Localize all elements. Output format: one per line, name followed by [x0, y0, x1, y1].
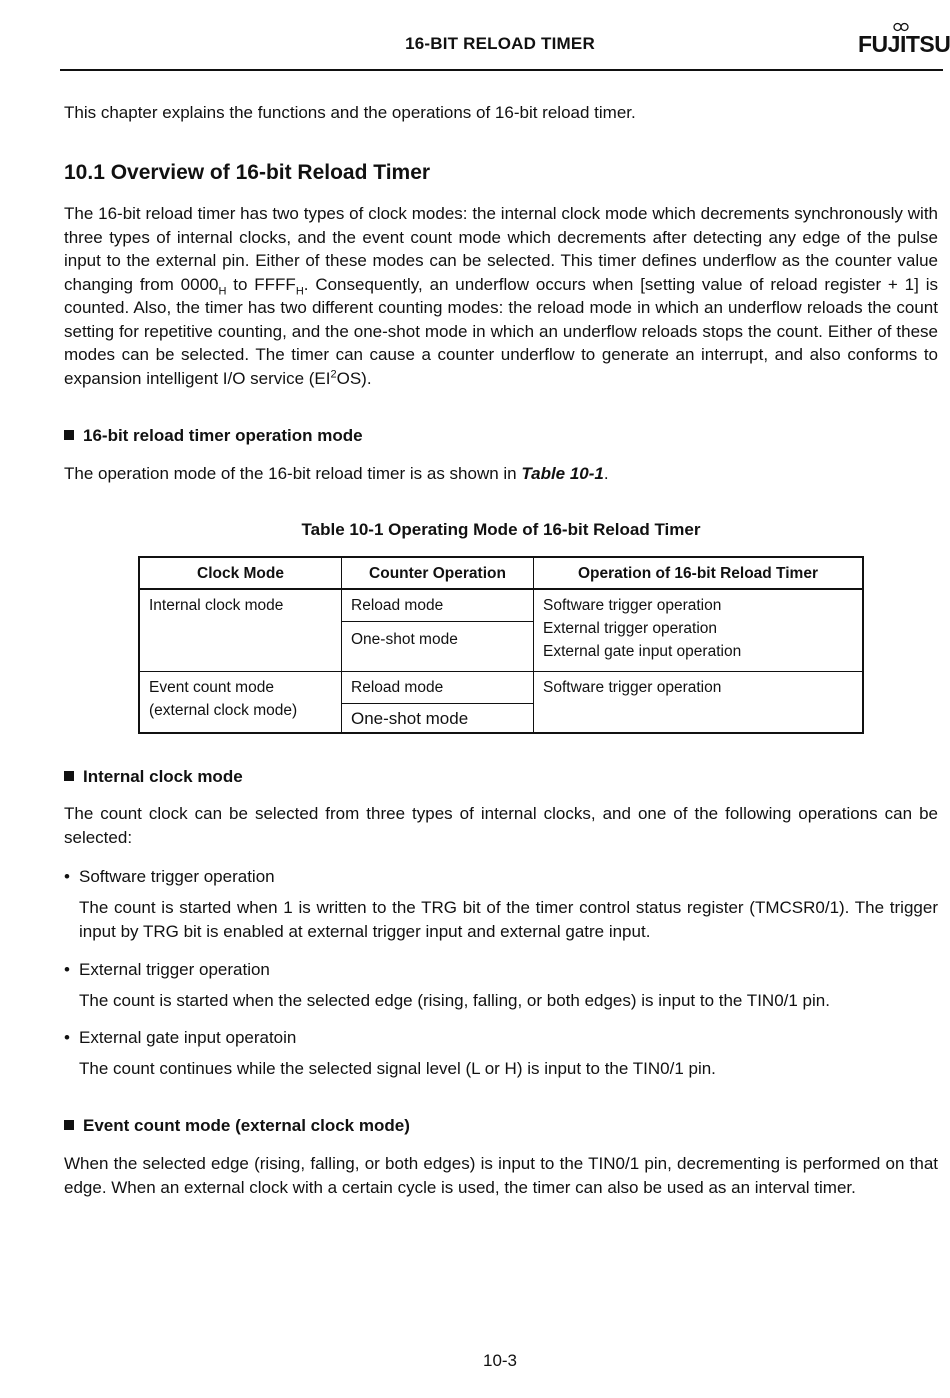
table-cell: Internal clock mode [139, 589, 342, 672]
table-cell: Software trigger operation [534, 672, 864, 734]
internal-clock-heading: Internal clock mode [64, 765, 243, 789]
bullet-title: • Software trigger operation [64, 867, 275, 886]
table-cell: One-shot mode [342, 704, 534, 734]
fujitsu-logo [858, 22, 950, 58]
bullet-title: • External gate input operatoin [64, 1028, 297, 1047]
internal-clock-paragraph: The count clock can be selected from three types of internal clocks, and one of the following operations can be selected: [64, 804, 938, 847]
bullet-description: The count continues while the selected signal level (L or H) is input to the TIN0/1 pin. [79, 1059, 716, 1078]
overview-paragraph: The 16-bit reload timer has two types of clock modes: the internal clock mode which decrements synchronously with three types of internal clocks, and the event count mode which decrements after detecting any edge of the pulse input to the external pin. Either of these modes can be selected. This timer defines underflow as the counter value changing from $0000_H$ to $FFFF_H$. Consequently, an underflow occurs when [setting value of reload register + 1] is counted. Also, the timer has two different counting modes: the reload mode in which an underflow reloads the count setting for repetitive counting, and the one-shot mode in which an underflow reloads stops the count. Either of these modes can be selected. The timer can cause a counter underflow to generate an interrupt, and also conforms to expansion intelligent I/O service $(EI^2OS)$. [64, 204, 938, 388]
square-bullet-icon [64, 771, 74, 781]
logo-text: FUJITSU [858, 31, 950, 57]
table-reference: Table 10-1 [521, 464, 604, 483]
operation-mode-paragraph: The operation mode of the 16-bit reload timer is as shown in Table 10-1. [64, 464, 609, 483]
operation-mode-heading: 16-bit reload timer operation mode [64, 424, 363, 448]
table-header-cell: Clock Mode [139, 557, 342, 589]
operating-mode-table [138, 556, 864, 734]
table-cell: Reload mode [342, 589, 534, 622]
page-number: 10-3 [482, 1351, 518, 1370]
table-cell: Event count mode (external clock mode) [139, 672, 342, 734]
table-caption: Table 10-1 Operating Mode of 16-bit Reload Timer [301, 520, 701, 539]
page-header-title: 16-BIT RELOAD TIMER [405, 34, 595, 53]
table-header-row [139, 557, 863, 589]
section-heading: 10.1 Overview of 16-bit Reload Timer [64, 161, 431, 184]
bullet-title: • External trigger operation [64, 960, 270, 979]
intro-paragraph: This chapter explains the functions and the operations of 16-bit reload timer. [64, 103, 636, 122]
square-bullet-icon [64, 430, 74, 440]
table-row [139, 589, 863, 622]
table-header-cell: Operation of 16-bit Reload Timer [534, 557, 864, 589]
table-row [139, 672, 863, 704]
square-bullet-icon [64, 1120, 74, 1130]
bullet-description: The count is started when the selected edge (rising, falling, or both edges) is input to the TIN0/1 pin. [79, 991, 830, 1010]
table-cell: One-shot mode [342, 622, 534, 672]
header-rule [60, 69, 943, 71]
table-header-cell: Counter Operation [342, 557, 534, 589]
table-cell: Reload mode [342, 672, 534, 704]
event-count-heading: Event count mode (external clock mode) [64, 1114, 410, 1138]
bullet-description: The count is started when 1 is written to the TRG bit of the timer control status register (TMCSR0/1). The trigger input by TRG bit is enabled at external trigger input and external gatre input. [79, 898, 938, 941]
table-cell: Software trigger operation External trigger operation External gate input operation [534, 589, 864, 672]
event-count-paragraph: When the selected edge (rising, falling, or both edges) is input to the TIN0/1 pin, decrementing is performed on that edge. When an external clock with a certain cycle is used, the timer can also be used as an interval timer. [64, 1154, 938, 1197]
